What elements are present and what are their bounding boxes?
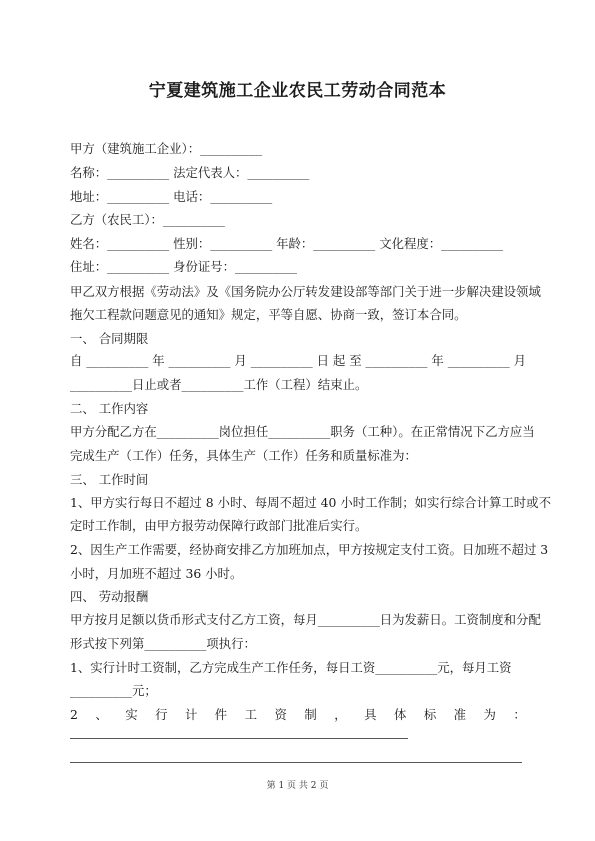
piece-token: ， — [334, 707, 347, 722]
section-3-heading: 三、 工作时间 — [70, 472, 149, 487]
work-content-line-1: 甲方分配乙方在__________岗位担任__________职务（工种）。在正常情况下乙方应当 — [70, 424, 535, 439]
party-b-line: 乙方（农民工）：__________ — [70, 212, 225, 227]
work-time-line-1: 1、甲方实行每日不超过 8 小时、每周不超过 40 小时工作制；如实行综合计算工时或不 — [70, 495, 551, 510]
term-token: __________ — [168, 353, 231, 368]
term-token: __________ — [365, 353, 428, 368]
work-time-line-2: 定时工作制，由甲方报劳动保障行政部门批准后实行。 — [70, 518, 368, 533]
wage-line-2: 形式按下列第__________项执行： — [70, 636, 256, 651]
blank-rule-line — [70, 738, 408, 739]
document-title: 宁夏建筑施工企业农民工劳动合同范本 — [148, 81, 447, 101]
address-phone-line: 地址：__________ 电话：__________ — [70, 189, 273, 204]
term-token: __________ — [447, 353, 510, 368]
term-token: 年 — [431, 353, 444, 368]
piece-token: 资 — [274, 707, 287, 722]
piece-token: ： — [513, 707, 526, 722]
blank-rule-line — [70, 762, 522, 763]
piece-token: 2 — [70, 707, 78, 722]
term-token: 自 — [70, 353, 83, 368]
section-2-heading: 二、 工作内容 — [70, 401, 149, 416]
hourly-wage-line-2: __________元； — [70, 683, 157, 698]
preamble-line-2: 拖欠工程款问题意见的通知》规定，平等自愿、协商一致，签订本合同。 — [70, 307, 467, 322]
term-token: 月 — [234, 353, 247, 368]
piece-token: 为 — [483, 707, 496, 722]
piece-wage-line — [70, 707, 526, 723]
term-token: __________ — [86, 353, 149, 368]
piece-token: 行 — [155, 707, 168, 722]
overtime-line-2: 小时，月加班不超过 36 小时。 — [70, 566, 243, 581]
term-token: 月 — [513, 353, 526, 368]
piece-token: 体 — [393, 707, 407, 722]
term-token: __________ — [250, 353, 313, 368]
preamble-line-1: 甲乙双方根据《劳动法》及《国务院办公厅转发建设部等部门关于进一步解决建设领域 — [70, 284, 541, 299]
term-token: 至 — [349, 353, 362, 368]
hourly-wage-line-1: 1、实行计时工资制，乙方完成生产工作任务，每日工资__________元，每月工资 — [70, 660, 512, 675]
overtime-line-1: 2、因生产工作需要，经协商安排乙方加班加点，甲方按规定支付工资。日加班不超过 3 — [70, 542, 549, 557]
piece-token: 、 — [95, 707, 108, 722]
page-footer: 第 1 页 共 2 页 — [266, 781, 329, 791]
piece-token: 工 — [244, 707, 258, 722]
term-token: 起 — [332, 353, 346, 368]
piece-token: 制 — [304, 707, 317, 722]
section-1-heading: 一、 合同期限 — [70, 331, 149, 346]
piece-token: 标 — [423, 707, 437, 722]
personal-info-line: 姓名：__________ 性别：__________ 年龄：__________ 文化程度：__________ — [70, 236, 504, 251]
piece-token: 件 — [214, 707, 228, 722]
contract-term-line — [70, 353, 526, 369]
party-a-line: 甲方（建筑施工企业）：__________ — [70, 141, 263, 156]
name-representative-line: 名称：__________ 法定代表人：__________ — [70, 165, 310, 180]
residence-id-line: 住址：__________ 身份证号：__________ — [70, 259, 297, 274]
wage-line-1: 甲方按月足额以货币形式支付乙方工资，每月__________日为发薪日。工资制度和分配 — [70, 612, 541, 627]
piece-token: 准 — [453, 707, 467, 722]
piece-token: 实 — [125, 707, 138, 722]
term-token: 日 — [316, 353, 329, 368]
piece-token: 具 — [364, 707, 377, 722]
term-token: 年 — [152, 353, 165, 368]
piece-token: 计 — [184, 707, 198, 722]
work-content-line-2: 完成生产（工作）任务，具体生产（工作）任务和质量标准为： — [70, 448, 417, 463]
contract-term-end-line: __________日止或者__________工作（工程）结束止。 — [70, 377, 368, 392]
section-4-heading: 四、 劳动报酬 — [70, 589, 149, 604]
